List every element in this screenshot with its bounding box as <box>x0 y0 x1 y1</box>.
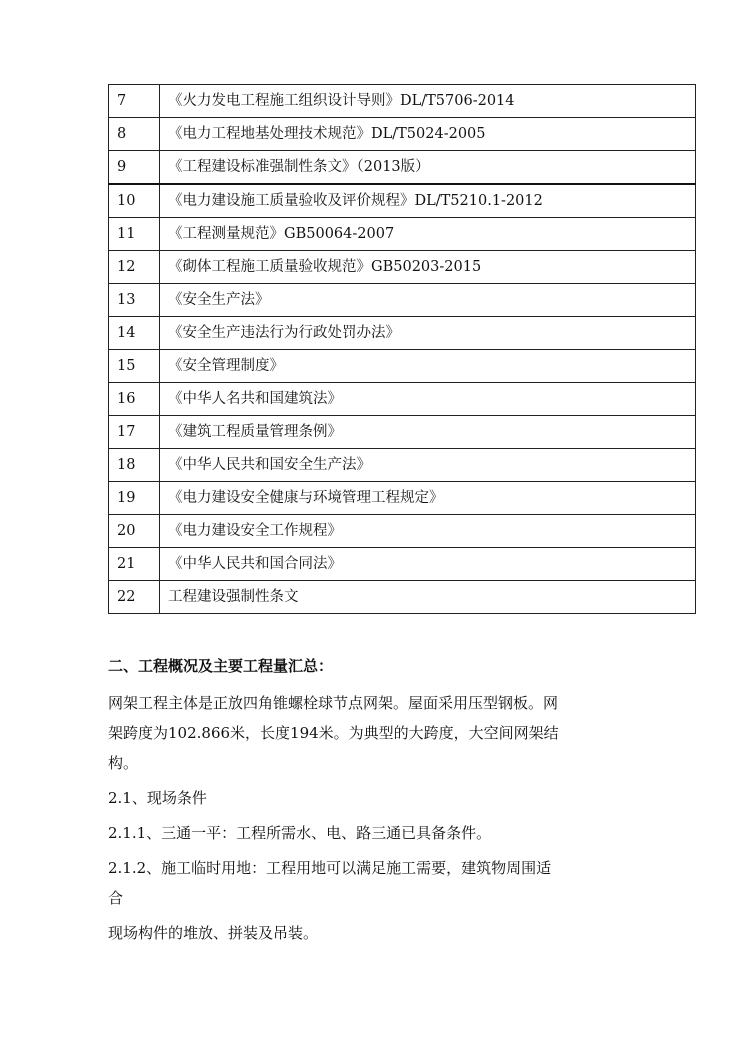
row-standard-title: 《电力工程地基处理技术规范》DL/T5024-2005 <box>160 118 696 151</box>
row-standard-title: 《砌体工程施工质量验收规范》GB50203-2015 <box>160 251 696 284</box>
row-number: 15 <box>109 350 160 383</box>
table-row <box>109 383 696 416</box>
table-row <box>109 218 696 251</box>
row-standard-title: 《安全管理制度》 <box>160 350 696 383</box>
table-row <box>109 317 696 350</box>
row-standard-title: 《工程测量规范》GB50064-2007 <box>160 218 696 251</box>
row-standard-title: 《火力发电工程施工组织设计导则》DL/T5706-2014 <box>160 85 696 118</box>
row-standard-title: 《建筑工程质量管理条例》 <box>160 416 696 449</box>
row-standard-title: 《中华人名共和国建筑法》 <box>160 383 696 416</box>
row-number: 22 <box>109 581 160 614</box>
body-line: 现场构件的堆放、拼装及吊装。 <box>108 924 319 942</box>
table-row <box>109 184 696 218</box>
section-body <box>108 688 668 948</box>
row-number: 10 <box>109 184 160 218</box>
row-standard-title: 《工程建设标准强制性条文》（2013版） <box>160 151 696 185</box>
row-number: 19 <box>109 482 160 515</box>
row-number: 17 <box>109 416 160 449</box>
row-number: 11 <box>109 218 160 251</box>
row-number: 7 <box>109 85 160 118</box>
row-number: 21 <box>109 548 160 581</box>
table-row <box>109 581 696 614</box>
row-number: 8 <box>109 118 160 151</box>
table-row <box>109 151 696 185</box>
row-standard-title: 《电力建设安全健康与环境管理工程规定》 <box>160 482 696 515</box>
row-standard-title: 《电力建设施工质量验收及评价规程》DL/T5210.1-2012 <box>160 184 696 218</box>
table-row <box>109 482 696 515</box>
row-standard-title: 《安全生产违法行为行政处罚办法》 <box>160 317 696 350</box>
row-number: 14 <box>109 317 160 350</box>
body-line: 合 <box>108 889 124 907</box>
section-heading: 二、工程概况及主要工程量汇总： <box>108 657 334 675</box>
standards-table <box>108 84 696 614</box>
row-standard-title: 《电力建设安全工作规程》 <box>160 515 696 548</box>
row-number: 16 <box>109 383 160 416</box>
table-row <box>109 118 696 151</box>
table-row <box>109 515 696 548</box>
body-line: 网架工程主体是正放四角锥螺栓球节点网架。屋面采用压型钢板。网 <box>108 694 559 712</box>
table-row <box>109 449 696 482</box>
row-number: 9 <box>109 151 160 185</box>
row-number: 20 <box>109 515 160 548</box>
row-number: 12 <box>109 251 160 284</box>
body-line: 2.1、现场条件 <box>108 789 207 807</box>
table-row <box>109 85 696 118</box>
row-standard-title: 工程建设强制性条文 <box>160 581 696 614</box>
row-standard-title: 《安全生产法》 <box>160 284 696 317</box>
table-row <box>109 548 696 581</box>
table-row <box>109 284 696 317</box>
table-row <box>109 251 696 284</box>
standards-table-body <box>109 85 696 614</box>
body-line: 架跨度为102.866米，长度194米。为典型的大跨度，大空间网架结 <box>108 724 559 742</box>
row-number: 13 <box>109 284 160 317</box>
body-line: 构。 <box>108 754 139 772</box>
table-row <box>109 416 696 449</box>
row-standard-title: 《中华人民共和国安全生产法》 <box>160 449 696 482</box>
table-row <box>109 350 696 383</box>
row-number: 18 <box>109 449 160 482</box>
body-line: 2.1.2、施工临时用地：工程用地可以满足施工需要，建筑物周围适 <box>108 859 552 877</box>
row-standard-title: 《中华人民共和国合同法》 <box>160 548 696 581</box>
body-line: 2.1.1、三通一平：工程所需水、电、路三通已具备条件。 <box>108 824 492 842</box>
